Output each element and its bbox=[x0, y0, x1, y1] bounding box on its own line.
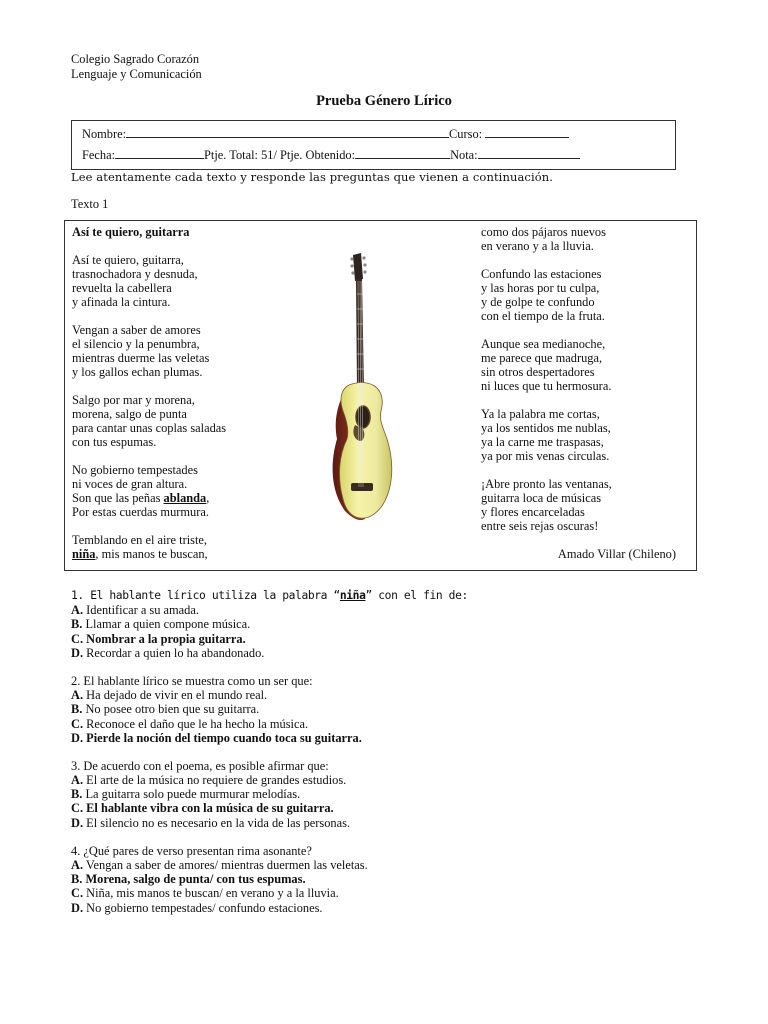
stanza-2 bbox=[72, 323, 226, 379]
ptje-total-label: Ptje. Total: 51/ Ptje. Obtenido: bbox=[204, 148, 356, 162]
option-d[interactable] bbox=[71, 731, 468, 745]
nota-label: Nota: bbox=[450, 148, 478, 162]
fecha-label: Fecha: bbox=[82, 148, 116, 162]
option-text: Pierde la noción del tiempo cuando toca su guitarra. bbox=[83, 730, 362, 745]
option-letter: C. bbox=[71, 716, 84, 731]
highlighted-word-ablanda: ablanda bbox=[163, 491, 207, 505]
option-c[interactable] bbox=[71, 717, 468, 731]
question-stem bbox=[71, 589, 468, 603]
option-a[interactable] bbox=[71, 773, 468, 787]
option-text: Identificar a su amada. bbox=[83, 603, 199, 618]
guitar-illustration bbox=[325, 249, 415, 524]
page-title: Prueba Género Lírico bbox=[316, 93, 452, 109]
option-text: No posee otro bien que su guitarra. bbox=[82, 702, 260, 717]
poem-title: Así te quiero, guitarra bbox=[72, 225, 190, 239]
instruction-text: Lee atentamente cada texto y responde las preguntas que vienen a continuación. bbox=[71, 170, 554, 184]
option-b[interactable] bbox=[71, 872, 468, 886]
verse: sin otros despertadores bbox=[481, 365, 595, 379]
stem-text: 1. El hablante lírico utiliza la palabra “ bbox=[71, 589, 340, 602]
verse: Así te quiero, guitarra, bbox=[72, 253, 184, 267]
verse: y afinada la cintura. bbox=[72, 295, 171, 309]
verse: ni luces que tu hermosura. bbox=[481, 379, 612, 393]
option-letter: C. bbox=[71, 801, 84, 816]
option-d[interactable] bbox=[71, 816, 468, 830]
option-text: No gobierno tempestades/ confundo estaciones. bbox=[83, 900, 323, 915]
option-letter: D. bbox=[71, 815, 84, 830]
student-info-box bbox=[71, 120, 676, 170]
stanza-8 bbox=[481, 337, 612, 393]
stanza-5 bbox=[72, 533, 226, 561]
option-text: Vengan a saber de amores/ mientras duermen las veletas. bbox=[83, 858, 368, 872]
stanza-6 bbox=[481, 225, 612, 253]
option-text: El silencio no es necesario en la vida de las personas. bbox=[83, 815, 351, 830]
verse: guitarra loca de músicas bbox=[481, 491, 602, 505]
verse: morena, salgo de punta bbox=[72, 407, 187, 421]
stanza-10 bbox=[481, 477, 612, 533]
option-letter: A. bbox=[71, 688, 84, 703]
info-row-2 bbox=[82, 147, 580, 162]
verse: Confundo las estaciones bbox=[481, 267, 602, 281]
stanza-3 bbox=[72, 393, 226, 449]
texto-label: Texto 1 bbox=[71, 197, 109, 211]
option-letter: A. bbox=[71, 858, 84, 872]
question-1 bbox=[71, 589, 468, 660]
stanza-7 bbox=[481, 267, 612, 323]
option-d[interactable] bbox=[71, 646, 468, 660]
option-text: Niña, mis manos te buscan/ en verano y a la lluvia. bbox=[83, 886, 339, 901]
option-text: Nombrar a la propia guitarra. bbox=[83, 631, 246, 646]
school-header bbox=[71, 52, 202, 81]
verse: y de golpe te confundo bbox=[481, 295, 595, 309]
verse: Ya la palabra me cortas, bbox=[481, 407, 600, 421]
subject-name: Lenguaje y Comunicación bbox=[71, 66, 202, 81]
ptje-obtenido-field[interactable] bbox=[355, 147, 450, 159]
verse: con el tiempo de la fruta. bbox=[481, 309, 605, 323]
option-a[interactable] bbox=[71, 858, 468, 872]
verse: trasnochadora y desnuda, bbox=[72, 267, 198, 281]
option-letter: B. bbox=[71, 787, 83, 802]
verse: como dos pájaros nuevos bbox=[481, 225, 606, 239]
verse-text: , mis manos te buscan, bbox=[95, 547, 208, 561]
option-d[interactable] bbox=[71, 901, 468, 915]
verse: Por estas cuerdas murmura. bbox=[72, 505, 209, 519]
option-a[interactable] bbox=[71, 603, 468, 617]
verse: y las horas por tu culpa, bbox=[481, 281, 600, 295]
poem-left-column bbox=[72, 225, 226, 575]
option-a[interactable] bbox=[71, 688, 468, 702]
info-row-1 bbox=[82, 126, 569, 141]
option-b[interactable] bbox=[71, 702, 468, 716]
verse: Salgo por mar y morena, bbox=[72, 393, 195, 407]
verse: con tus espumas. bbox=[72, 435, 157, 449]
verse-text: Son que las peñas bbox=[72, 491, 164, 505]
verse: entre seis rejas oscuras! bbox=[481, 519, 599, 533]
question-stem: 3. De acuerdo con el poema, es posible afirmar que: bbox=[71, 758, 329, 773]
nombre-label: Nombre: bbox=[82, 127, 127, 141]
verse: ya la carne me traspasas, bbox=[481, 435, 604, 449]
verse: Temblando en el aire triste, bbox=[72, 533, 208, 547]
option-letter: B. bbox=[71, 702, 83, 717]
question-4 bbox=[71, 844, 468, 915]
verse: y flores encarceladas bbox=[481, 505, 585, 519]
stem-text: ” con el fin de: bbox=[365, 589, 468, 602]
verse: No gobierno tempestades bbox=[72, 463, 198, 477]
poem-right-column bbox=[481, 225, 612, 547]
option-c[interactable] bbox=[71, 801, 468, 815]
highlighted-word-nina: niña bbox=[72, 547, 96, 561]
verse: revuelta la cabellera bbox=[72, 281, 172, 295]
option-text: Reconoce el daño que le ha hecho la música. bbox=[83, 716, 309, 731]
question-stem: 2. El hablante lírico se muestra como un ser que: bbox=[71, 673, 313, 688]
option-b[interactable] bbox=[71, 787, 468, 801]
verse: el silencio y la penumbra, bbox=[72, 337, 200, 351]
option-text: El hablante vibra con la música de su guitarra. bbox=[83, 801, 334, 816]
question-3 bbox=[71, 759, 468, 830]
verse: ¡Abre pronto las ventanas, bbox=[481, 477, 612, 491]
option-text: El arte de la música no requiere de grandes estudios. bbox=[83, 773, 347, 788]
question-stem: 4. ¿Qué pares de verso presentan rima asonante? bbox=[71, 843, 312, 858]
stanza-9 bbox=[481, 407, 612, 463]
option-letter: C. bbox=[71, 886, 84, 901]
poem-author: Amado Villar (Chileno) bbox=[557, 547, 676, 561]
option-text: La guitarra solo puede murmurar melodías. bbox=[82, 787, 301, 802]
option-letter: C. bbox=[71, 631, 84, 646]
option-letter: A. bbox=[71, 603, 84, 618]
verse: ya los sentidos me nublas, bbox=[481, 421, 611, 435]
school-name: Colegio Sagrado Corazón bbox=[71, 52, 200, 66]
poem-box bbox=[64, 220, 697, 571]
verse: ni voces de gran altura. bbox=[72, 477, 188, 491]
option-text: Recordar a quien lo ha abandonado. bbox=[83, 645, 265, 660]
verse: Vengan a saber de amores bbox=[72, 323, 201, 337]
option-letter: A. bbox=[71, 773, 84, 788]
curso-label: Curso: bbox=[449, 127, 483, 141]
option-letter: D. bbox=[71, 900, 84, 915]
option-letter: B. bbox=[71, 872, 83, 887]
verse: en verano y a la lluvia. bbox=[481, 239, 594, 253]
option-text: Ha dejado de vivir en el mundo real. bbox=[83, 688, 268, 703]
verse-text: , bbox=[206, 491, 210, 505]
verse: Aunque sea medianoche, bbox=[481, 337, 606, 351]
questions-section bbox=[71, 589, 468, 929]
option-text: Morena, salgo de punta/ con tus espumas. bbox=[82, 872, 306, 887]
verse bbox=[72, 547, 226, 561]
option-text: Llamar a quien compone música. bbox=[82, 617, 251, 632]
question-2 bbox=[71, 674, 468, 745]
option-b[interactable] bbox=[71, 617, 468, 631]
option-letter: D. bbox=[71, 730, 84, 745]
verse: me parece que madruga, bbox=[481, 351, 603, 365]
verse bbox=[72, 491, 226, 505]
option-c[interactable] bbox=[71, 886, 468, 900]
verse: y los gallos echan plumas. bbox=[72, 365, 203, 379]
curso-field[interactable] bbox=[485, 126, 569, 138]
stem-highlighted-word: niña bbox=[339, 589, 366, 602]
option-c[interactable] bbox=[71, 632, 468, 646]
option-letter: D. bbox=[71, 645, 84, 660]
fecha-field[interactable] bbox=[115, 147, 204, 159]
nombre-field[interactable] bbox=[126, 126, 449, 138]
stanza-1 bbox=[72, 253, 226, 309]
nota-field[interactable] bbox=[478, 147, 580, 159]
option-letter: B. bbox=[71, 617, 83, 632]
verse: mientras duerme las veletas bbox=[72, 351, 210, 365]
verse: para cantar unas coplas saladas bbox=[72, 421, 227, 435]
verse: ya por mis venas circulas. bbox=[481, 449, 610, 463]
stanza-4 bbox=[72, 463, 226, 519]
